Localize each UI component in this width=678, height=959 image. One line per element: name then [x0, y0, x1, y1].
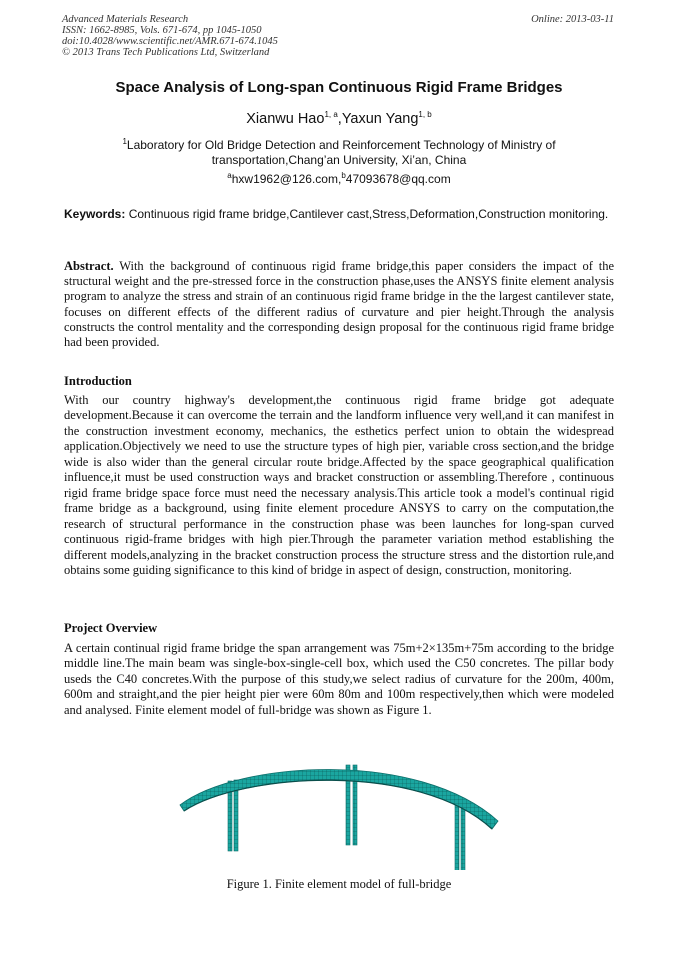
figure-caption: Figure 1. Finite element model of full-bridge	[226, 877, 452, 891]
journal-issn: ISSN: 1662-8985, Vols. 671-674, pp 1045-1050	[62, 25, 262, 36]
abstract-block	[64, 259, 614, 350]
email-b-superscript: b	[341, 171, 346, 180]
journal-copyright: © 2013 Trans Tech Publications Ltd, Switzerland	[62, 47, 270, 58]
online-date: Online: 2013-03-11	[531, 14, 614, 25]
affiliation	[100, 138, 578, 168]
author-1-superscript: 1, a	[324, 110, 338, 120]
email-b[interactable]: 47093678@qq.com	[345, 172, 451, 186]
author-2-superscript: 1, b	[418, 110, 432, 120]
affiliation-superscript: 1	[122, 137, 127, 146]
introduction-text: With our country highway's development,the continuous rigid frame bridge got adequate development.Because it can overcome the terrain and the landform influence very well,and it can manifest in the construction investment economy, mechanics, the esthetics perfect union to obtain the widespread application.Objectively we need to use the structure types of high pier, variable cross section,and the bridge wide is also wider than the general circular route bridge.Affected by the space geographical qualification influence,it must be used construction ways and bracket construction or assembling.Therefore , continuous rigid frame bridge space force must need the necessary analysis.This article took a model's continual rigid frame bridge as a background, using finite element procedure ANSYS to carry on the computation,the research of structural performance in the construction phase was been launches for long-span curved continuous rigid-frame bridges with high pier.Through the parameter variation method establishing the different models,analyzing in the bracket construction process the structure stress and the distortion rule,and obtains some guiding significance to this kind of bridge in aspect of design, construction, monitoring.	[64, 393, 614, 577]
keywords-text: Continuous rigid frame bridge,Cantilever cast,Stress,Deformation,Construction monitoring.	[128, 207, 609, 221]
abstract-label: Abstract.	[64, 259, 114, 273]
author-line: Xianwu Hao$^{1, a}$,Yaxun Yang$^{1, b}$	[246, 110, 432, 127]
pier-3	[455, 801, 465, 870]
keywords-block	[64, 207, 614, 222]
email-a[interactable]: hxw1962@126.com,	[231, 172, 342, 186]
paper-title: Space Analysis of Long-span Continuous Rigid Frame Bridges	[115, 79, 563, 96]
project-overview-heading: Project Overview	[64, 621, 158, 635]
bridge-fe-model-figure	[178, 755, 500, 870]
keywords-label: Keywords:	[64, 207, 126, 221]
journal-name: Advanced Materials Research	[62, 14, 189, 25]
journal-header	[62, 14, 278, 58]
abstract-text: With the background of continuous rigid frame bridge,this paper considers the impact of the structural weight and the pre-stressed force in the construction phase,uses the ANSYS finite element analysis program to analyze the stress and strain of an continuous rigid frame bridge in the the largest cantilever state, focuses on different effects of the different radius of curvature and pier height.Through the analysis constructs the control mentality and the corresponding design proposal for the continuous rigid frame bridge had been provided.	[64, 259, 614, 350]
affiliation-line-2: transportation,Chang’an University, Xi’an, China	[211, 153, 467, 167]
author-2: Yaxun Yang	[341, 111, 419, 127]
introduction-heading: Introduction	[64, 374, 132, 388]
author-1: Xianwu Hao	[246, 111, 325, 127]
email-line	[0, 172, 678, 186]
email-a-superscript: a	[227, 171, 232, 180]
main-girder-arc	[180, 769, 498, 829]
journal-doi[interactable]: doi:10.4028/www.scientific.net/AMR.671-674.1045	[62, 36, 278, 47]
affiliation-line-1: Laboratory for Old Bridge Detection and Reinforcement Technology of Ministry of	[126, 138, 556, 152]
project-overview-text: A certain continual rigid frame bridge the span arrangement was 75m+2×135m+75m according to the bridge middle line.The main beam was single-box-single-cell box, which used the C50 concretes. The pillar body useds the C40 concretes.With the purpose of this study,we select radius of curvature for the 200m, 400m, 600m and straight,and the pier height pier were 60m 80m and 100m respectively,then which were modeled and analysed. Finite element model of full-bridge was shown as Figure 1.	[64, 641, 614, 717]
